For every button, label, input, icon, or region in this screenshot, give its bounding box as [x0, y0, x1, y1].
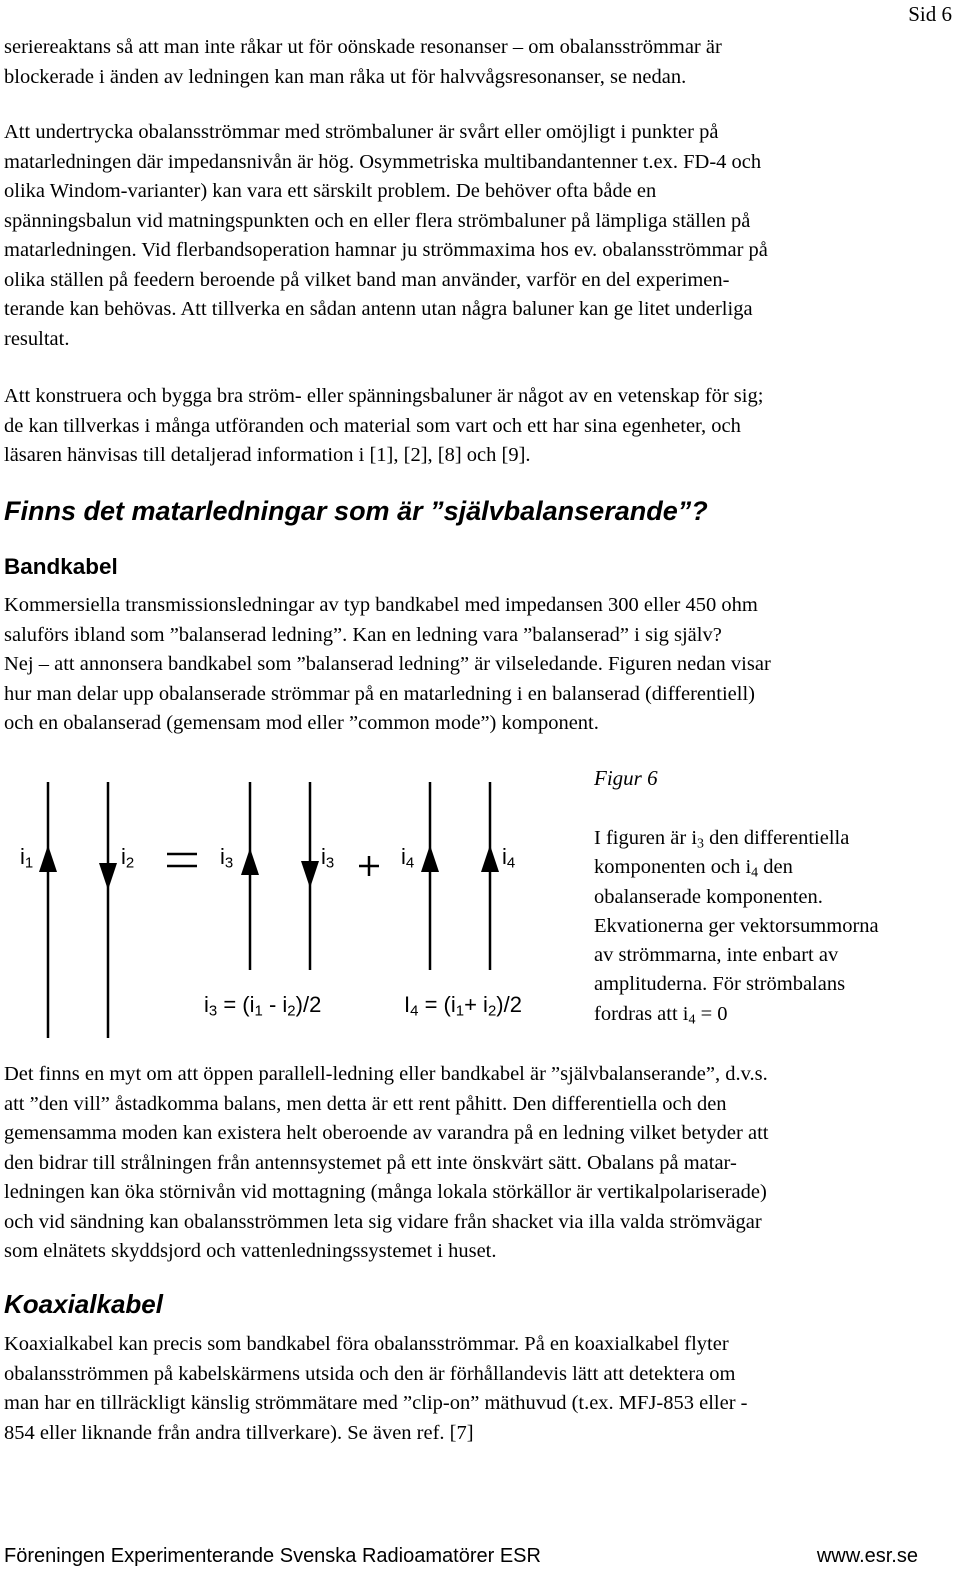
section-heading: Finns det matarledningar som är ”självbalanserande”? [4, 496, 708, 526]
page-number: Sid 6 [908, 2, 952, 26]
label-i4-left: $i_4$ [401, 844, 415, 872]
text-line: gemensamma moden kan existera helt oberoende av varandra på en ledning vilket betyder att [4, 1122, 769, 1144]
figure-title: Figur 6 [594, 766, 658, 790]
text-line: saluförs ibland som ”balanserad ledning”. Kan en ledning vara ”balanserad” i sig själv? [4, 623, 722, 646]
caption-line: Ekvationerna ger vektorsummorna [594, 914, 879, 937]
arrow-up-i1 [39, 845, 57, 872]
text-line: de kan tillverkas i många utföranden och material som vart och ett har sina egenheter, och [4, 414, 741, 437]
caption-line: fordras att $i_4 = 0$ [594, 1002, 728, 1028]
label-i4-right: $i_4$ [502, 844, 516, 872]
arrow-up-i4a [421, 845, 439, 872]
footer-organization: Föreningen Experimenterande Svenska Radioamatörer ESR [4, 1545, 541, 1567]
text-line: obalansströmmen på kabelskärmens utsida och den är förhållandevis lätt att detektera om [4, 1362, 736, 1385]
text-line: den bidrar till strålningen från antennsystemet på ett inte önskvärt sätt. Obalans på matar- [4, 1151, 737, 1174]
arrow-down-i3b [301, 861, 319, 888]
label-i3-left: $i_3$ [220, 844, 234, 872]
text-line: läsaren hänvisas till detaljerad information i [1], [2], [8] och [9]. [4, 444, 531, 466]
figure-6 [0, 760, 960, 1040]
text-line: Att konstruera och bygga bra ström- eller spänningsbaluner är något av en vetenskap för sig; [4, 385, 764, 407]
text-line: och en obalanserad (gemensam mod eller ”common mode”) komponent. [4, 712, 599, 734]
label-i2: $i_2$ [121, 844, 135, 872]
paragraph-konstruera [4, 382, 952, 471]
paragraph-strombaluner [4, 118, 952, 354]
arrow-down-i2 [99, 863, 117, 890]
text-line: terande kan behövas. Att tillverka en sådan antenn utan några baluner kan ge litet underliga [4, 298, 753, 320]
paragraph-myt [4, 1060, 952, 1267]
text-line: resultat. [4, 327, 70, 350]
label-i1: $i_1$ [20, 844, 34, 872]
subheading-bandkabel: Bandkabel [4, 554, 118, 579]
paragraph-intro [4, 33, 952, 92]
text-line: Det finns en myt om att öppen parallell-ledning eller bandkabel är ”självbalanserande”, d.v.s. [4, 1063, 768, 1085]
paragraph-bandkabel [4, 591, 952, 739]
text-line: ledningen kan öka störnivån vid mottagning (många lokala störkällor är vertikalpolariserade) [4, 1181, 767, 1203]
text-line: blockerade i änden av ledningen kan man råka ut för halvvågsresonanser, se nedan. [4, 65, 687, 88]
text-line: man har en tillräckligt känslig strömmätare med ”clip-on” mäthuvud (t.ex. MFJ-853 eller - [4, 1392, 748, 1414]
text-line: olika Windom-varianter) kan vara ett särskilt problem. De behöver ofta både en [4, 180, 657, 202]
text-line: som elnätets skyddsjord och vattenledningssystemet i huset. [4, 1240, 497, 1262]
caption-line: obalanserade komponenten. [594, 885, 823, 908]
text-line: spänningsbalun vid matningspunkten och en eller flera strömbaluner på lämpliga ställen på [4, 209, 751, 232]
caption-line: I figuren är $i_3$ den differentiella [594, 827, 850, 852]
text-line: matarledningen där impedansnivån är hög. Osymmetriska multibandantenner t.ex. FD-4 och [4, 150, 762, 173]
caption-line: av strömmarna, inte enbart av [594, 944, 839, 967]
equation-i4: $I_4 = (i_1+ i_2)/2$ [404, 992, 522, 1020]
text-line: att ”den vill” åstadkomma balans, men detta är ett rent påhitt. Den differentiella och den [4, 1092, 727, 1115]
text-line: Koaxialkabel kan precis som bandkabel föra obalansströmmar. På en koaxialkabel flyter [4, 1333, 729, 1355]
caption-line: amplituderna. För strömbalans [594, 973, 846, 996]
text-line: seriereaktans så att man inte råkar ut för oönskade resonanser – om obalansströmmar är [4, 36, 722, 58]
paragraph-koaxialkabel [4, 1330, 952, 1448]
caption-line: komponenten och $i_4$ den [594, 856, 793, 881]
text-line: olika ställen på feedern beroende på vilket band man använder, varför en del experimen- [4, 268, 730, 291]
arrow-up-i3a [241, 848, 259, 875]
figure-caption [594, 824, 879, 1029]
footer-url[interactable]: www.esr.se [816, 1545, 918, 1567]
text-line: Kommersiella transmissionsledningar av typ bandkabel med impedansen 300 eller 450 ohm [4, 594, 758, 616]
text-line: hur man delar upp obalanserade strömmar på en matarledning i en balanserad (differentiell) [4, 682, 755, 705]
text-line: matarledningen. Vid flerbandsoperation hamnar ju strömmaxima hos ev. obalansströmmar på [4, 239, 768, 261]
text-line: 854 eller liknande från andra tillverkare). Se även ref. [7] [4, 1421, 474, 1444]
text-line: Nej – att annonsera bandkabel som ”balanserad ledning” är vilseledande. Figuren nedan visar [4, 653, 771, 675]
arrow-up-i4b [481, 845, 499, 872]
text-line: Att undertrycka obalansströmmar med strömbaluner är svårt eller omöjligt i punkter på [4, 121, 719, 143]
label-i3-right: $i_3$ [321, 844, 335, 872]
subheading-koaxialkabel: Koaxialkabel [4, 1289, 163, 1319]
text-line: och vid sändning kan obalansströmmen leta sig vidare från shacket via illa valda strömvägar [4, 1210, 762, 1233]
equation-i3: $i_3 = (i_1 - i_2)/2$ [204, 992, 322, 1020]
